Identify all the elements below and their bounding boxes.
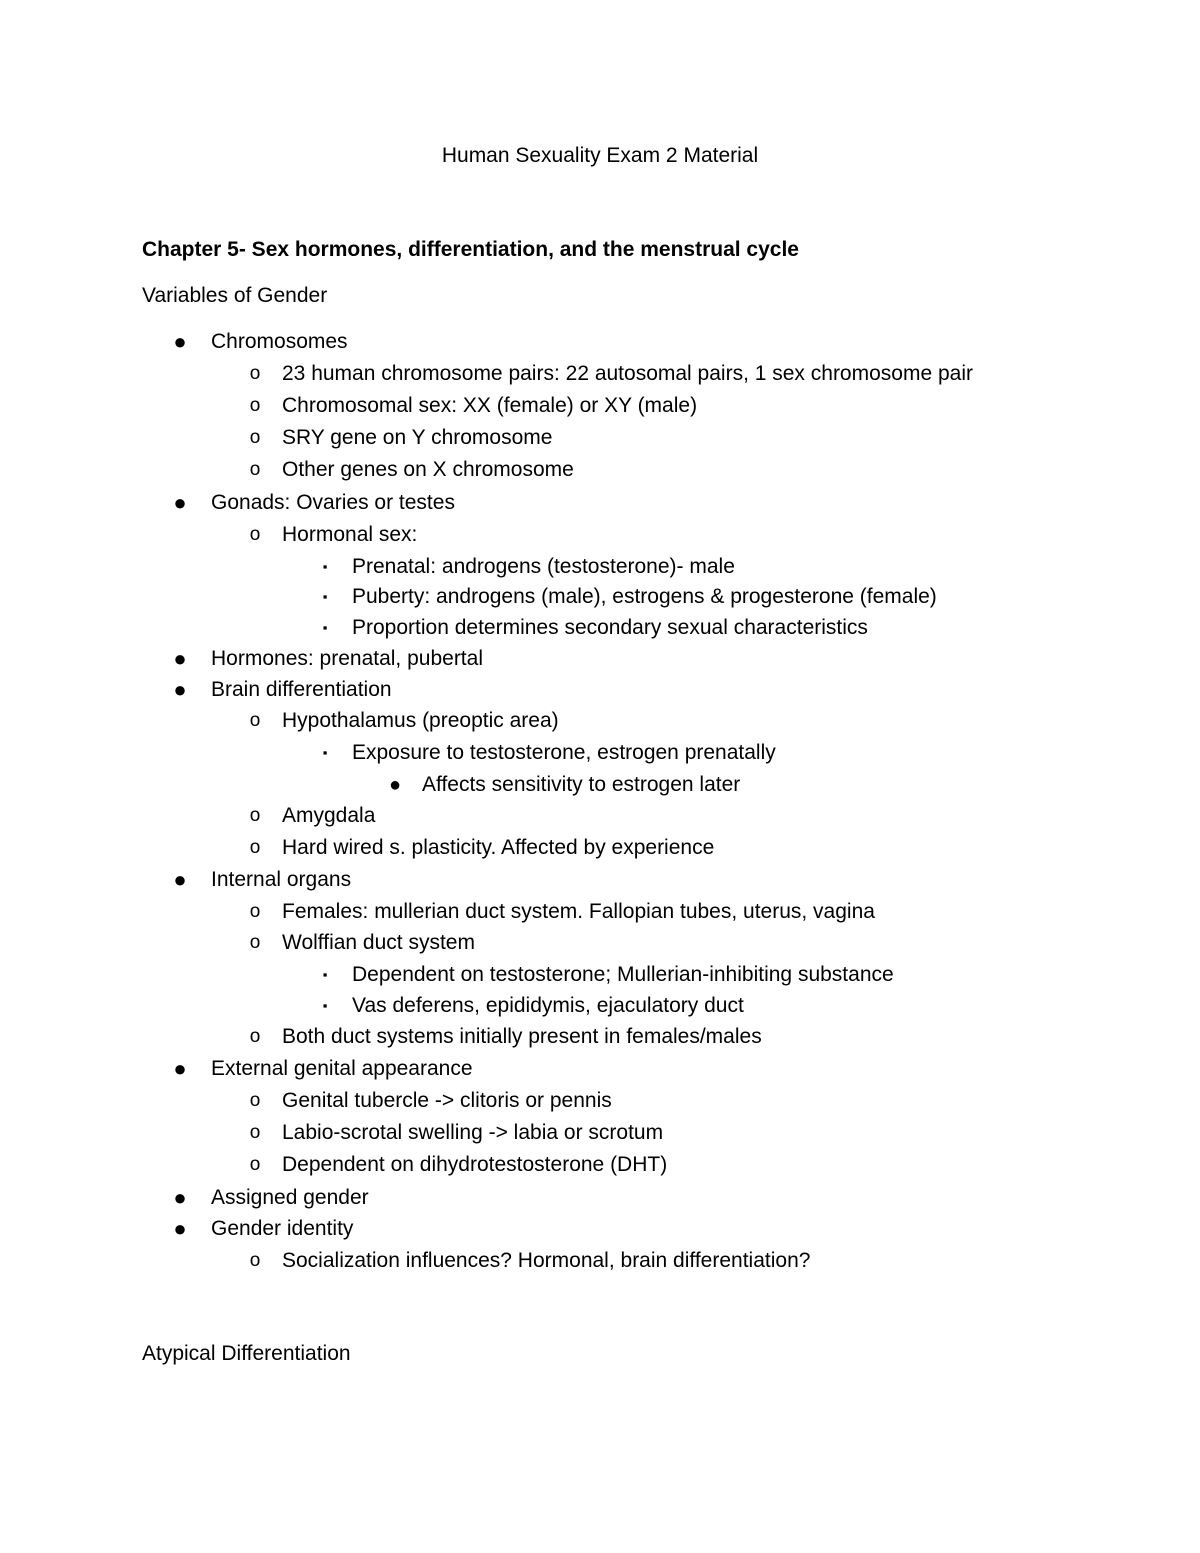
bullet-item-level-0: Gender identity <box>211 1217 354 1240</box>
bullet-marker-level-1: o <box>249 363 261 384</box>
document-title: Human Sexuality Exam 2 Material <box>441 144 759 167</box>
bullet-marker-level-2: ▪ <box>322 967 328 982</box>
bullet-marker-level-1: o <box>249 524 261 545</box>
bullet-marker-level-2: ▪ <box>322 998 328 1013</box>
bullet-item-level-0: Gonads: Ovaries or testes <box>211 491 455 514</box>
bullet-item-level-1: Females: mullerian duct system. Fallopian tubes, uterus, vagina <box>282 900 875 923</box>
bullet-item-level-1: Hormonal sex: <box>282 523 418 546</box>
bullet-marker-level-0: ● <box>173 1216 187 1241</box>
bullet-marker-level-0: ● <box>173 677 187 702</box>
bullet-marker-level-1: o <box>249 1154 261 1175</box>
bullet-marker-level-1: o <box>249 1090 261 1111</box>
bullet-item-level-1: Genital tubercle -> clitoris or pennis <box>282 1089 612 1112</box>
bullet-item-level-2: Prenatal: androgens (testosterone)- male <box>352 555 735 578</box>
bullet-marker-level-0: ● <box>173 490 187 515</box>
bullet-item-level-1: Dependent on dihydrotestosterone (DHT) <box>282 1153 668 1176</box>
bullet-marker-level-0: ● <box>173 867 187 892</box>
bullet-item-level-1: Wolffian duct system <box>282 931 475 954</box>
bullet-marker-level-1: o <box>249 459 261 480</box>
bullet-marker-level-1: o <box>249 710 261 731</box>
bullet-item-level-3: Affects sensitivity to estrogen later <box>422 773 741 796</box>
bullet-item-level-0: External genital appearance <box>211 1057 473 1080</box>
bullet-item-level-2: Dependent on testosterone; Mullerian-inhibiting substance <box>352 963 894 986</box>
bullet-item-level-1: Labio-scrotal swelling -> labia or scrotum <box>282 1121 664 1144</box>
bullet-item-level-2: Exposure to testosterone, estrogen prenatally <box>352 741 776 764</box>
bullet-item-level-2: Proportion determines secondary sexual characteristics <box>352 616 868 639</box>
bullet-marker-level-2: ▪ <box>322 745 328 760</box>
bullet-marker-level-0: ● <box>173 646 187 671</box>
bullet-marker-level-1: o <box>249 805 261 826</box>
bullet-marker-level-1: o <box>249 1122 261 1143</box>
bullet-marker-level-2: ▪ <box>322 620 328 635</box>
bullet-item-level-1: Hypothalamus (preoptic area) <box>282 709 559 732</box>
chapter-heading: Chapter 5- Sex hormones, differentiation, and the menstrual cycle <box>142 238 799 261</box>
bullet-item-level-1: 23 human chromosome pairs: 22 autosomal pairs, 1 sex chromosome pair <box>282 362 973 385</box>
bullet-item-level-2: Vas deferens, epididymis, ejaculatory duct <box>352 994 744 1017</box>
bullet-marker-level-1: o <box>249 901 261 922</box>
bullet-marker-level-1: o <box>249 1250 261 1271</box>
bullet-item-level-2: Puberty: androgens (male), estrogens & progesterone (female) <box>352 585 937 608</box>
bullet-marker-level-0: ● <box>173 1185 187 1210</box>
section-heading-atypical-differentiation: Atypical Differentiation <box>142 1342 351 1365</box>
bullet-item-level-0: Chromosomes <box>211 330 348 353</box>
bullet-marker-level-2: ▪ <box>322 559 328 574</box>
bullet-marker-level-1: o <box>249 1026 261 1047</box>
bullet-item-level-1: Both duct systems initially present in females/males <box>282 1025 762 1048</box>
bullet-item-level-1: SRY gene on Y chromosome <box>282 426 553 449</box>
bullet-item-level-0: Hormones: prenatal, pubertal <box>211 647 483 670</box>
bullet-marker-level-2: ▪ <box>322 589 328 604</box>
bullet-marker-level-1: o <box>249 427 261 448</box>
bullet-item-level-1: Hard wired s. plasticity. Affected by experience <box>282 836 715 859</box>
bullet-item-level-0: Assigned gender <box>211 1186 369 1209</box>
bullet-marker-level-0: ● <box>173 1056 187 1081</box>
bullet-item-level-1: Other genes on X chromosome <box>282 458 574 481</box>
bullet-marker-level-0: ● <box>173 329 187 354</box>
bullet-item-level-0: Internal organs <box>211 868 352 891</box>
bullet-item-level-1: Chromosomal sex: XX (female) or XY (male) <box>282 394 698 417</box>
bullet-marker-level-1: o <box>249 395 261 416</box>
bullet-marker-level-1: o <box>249 837 261 858</box>
section-heading-variables-of-gender: Variables of Gender <box>142 284 328 307</box>
bullet-item-level-0: Brain differentiation <box>211 678 392 701</box>
bullet-marker-level-1: o <box>249 932 261 953</box>
bullet-item-level-1: Amygdala <box>282 804 376 827</box>
bullet-marker-level-3: ● <box>388 774 402 796</box>
bullet-item-level-1: Socialization influences? Hormonal, brain differentiation? <box>282 1249 811 1272</box>
